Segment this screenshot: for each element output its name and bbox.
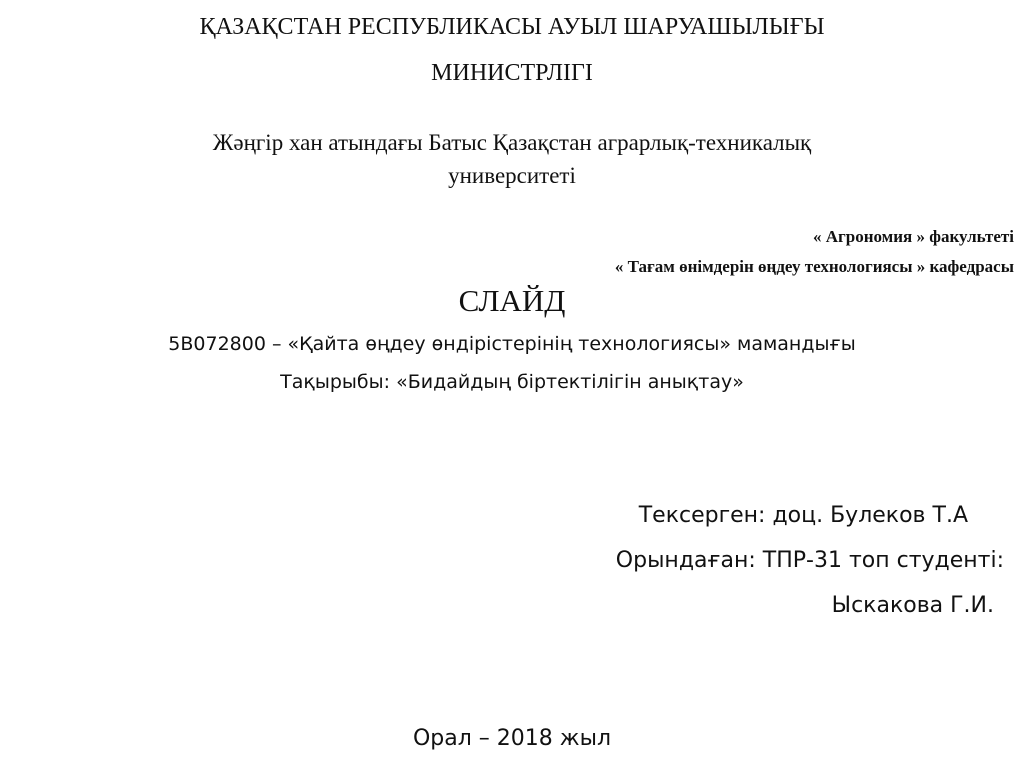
topic-line: Тақырыбы: «Бидайдың біртектілігін анықтау» — [280, 371, 744, 393]
performed-by-line: Орындаған: ТПР-31 топ студенті: — [615, 548, 1004, 573]
student-name: Ыскакова Г.И. — [831, 593, 994, 618]
university-name-line-1: Жәңгір хан атындағы Батыс Қазақстан аграрлық-техникалық — [212, 130, 812, 155]
department-label: « Тағам өнімдерін өңдеу технологиясы » кафедрасы — [614, 257, 1014, 276]
ministry-title-line-1: ҚАЗАҚСТАН РЕСПУБЛИКАСЫ АУЫЛ ШАРУАШЫЛЫҒЫ — [199, 14, 825, 40]
place-year-footer: Орал – 2018 жыл — [412, 726, 612, 751]
specialty-line: 5В072800 – «Қайта өңдеу өндірістерінің технологиясы» мамандығы — [168, 333, 856, 355]
ministry-title-line-2: МИНИСТРЛІГІ — [431, 60, 593, 86]
slide-heading: СЛАЙД — [458, 283, 566, 318]
checked-by-line: Тексерген: доц. Булеков Т.А — [638, 503, 968, 528]
university-name-line-2: университеті — [448, 163, 576, 188]
faculty-label: « Агрономия » факультеті — [813, 227, 1014, 246]
